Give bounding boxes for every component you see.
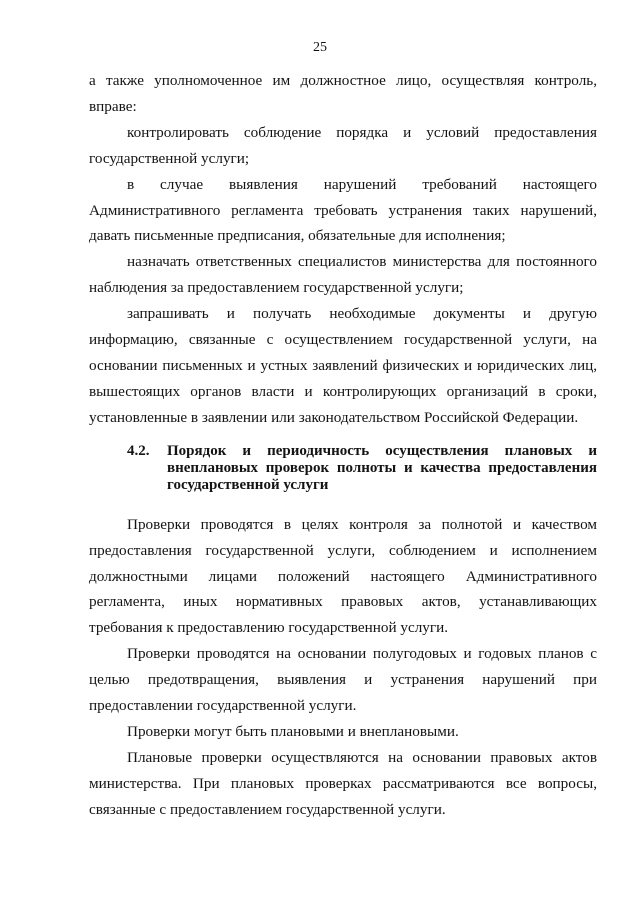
- paragraph-intro: а также уполномоченное им должностное лицо, осуществляя контроль, вправе:: [89, 72, 597, 115]
- paragraph-planned-inspections: Плановые проверки осуществляются на основании правовых актов министерства. При плановых проверках рассматриваются все вопросы, связанные с предоставлением государственной услуги.: [89, 748, 597, 818]
- paragraph-inspection-purpose: Проверки проводятся в целях контроля за полнотой и качеством предоставления государственной услуги, соблюдением и исполнением должностными лицами положений настоящего Административного регламента, иных нормативных правовых актов, устанавливающих требования к предоставлению государственной услуги.: [89, 515, 597, 637]
- paragraph-appoint-specialists: назначать ответственных специалистов министерства для постоянного наблюдения за предоставлением государственной услуги;: [89, 253, 597, 297]
- page-number: 25: [313, 40, 327, 55]
- section-title: Порядок и периодичность осуществления плановых и внеплановых проверок полноты и качества предоставления государственной услуги: [167, 442, 597, 493]
- paragraph-inspection-plans: Проверки проводятся на основании полугодовых и годовых планов с целью предотвращения, выявления и устранения нарушений при предоставлении государственной услуги.: [89, 645, 597, 715]
- section-number: 4.2.: [127, 442, 150, 459]
- paragraph-inspection-types: Проверки могут быть плановыми и внеплановыми.: [127, 722, 459, 740]
- paragraph-require-elimination: в случае выявления нарушений требований настоящего Административного регламента требовать устранения таких нарушений, давать письменные предписания, обязательные для исполнения;: [89, 175, 597, 245]
- section-heading: [89, 443, 597, 494]
- paragraph-control-order: контролировать соблюдение порядка и условий предоставления государственной услуги;: [89, 123, 597, 167]
- paragraph-request-documents: запрашивать и получать необходимые документы и другую информацию, связанные с осуществлением государственной услуги, на основании письменных и устных заявлений физических и юридических лиц, вышестоящих органов власти и контролирующих организаций в сроки, установленные в заявлении или законодательством Российской Федерации.: [89, 305, 597, 426]
- document-body: [89, 68, 597, 823]
